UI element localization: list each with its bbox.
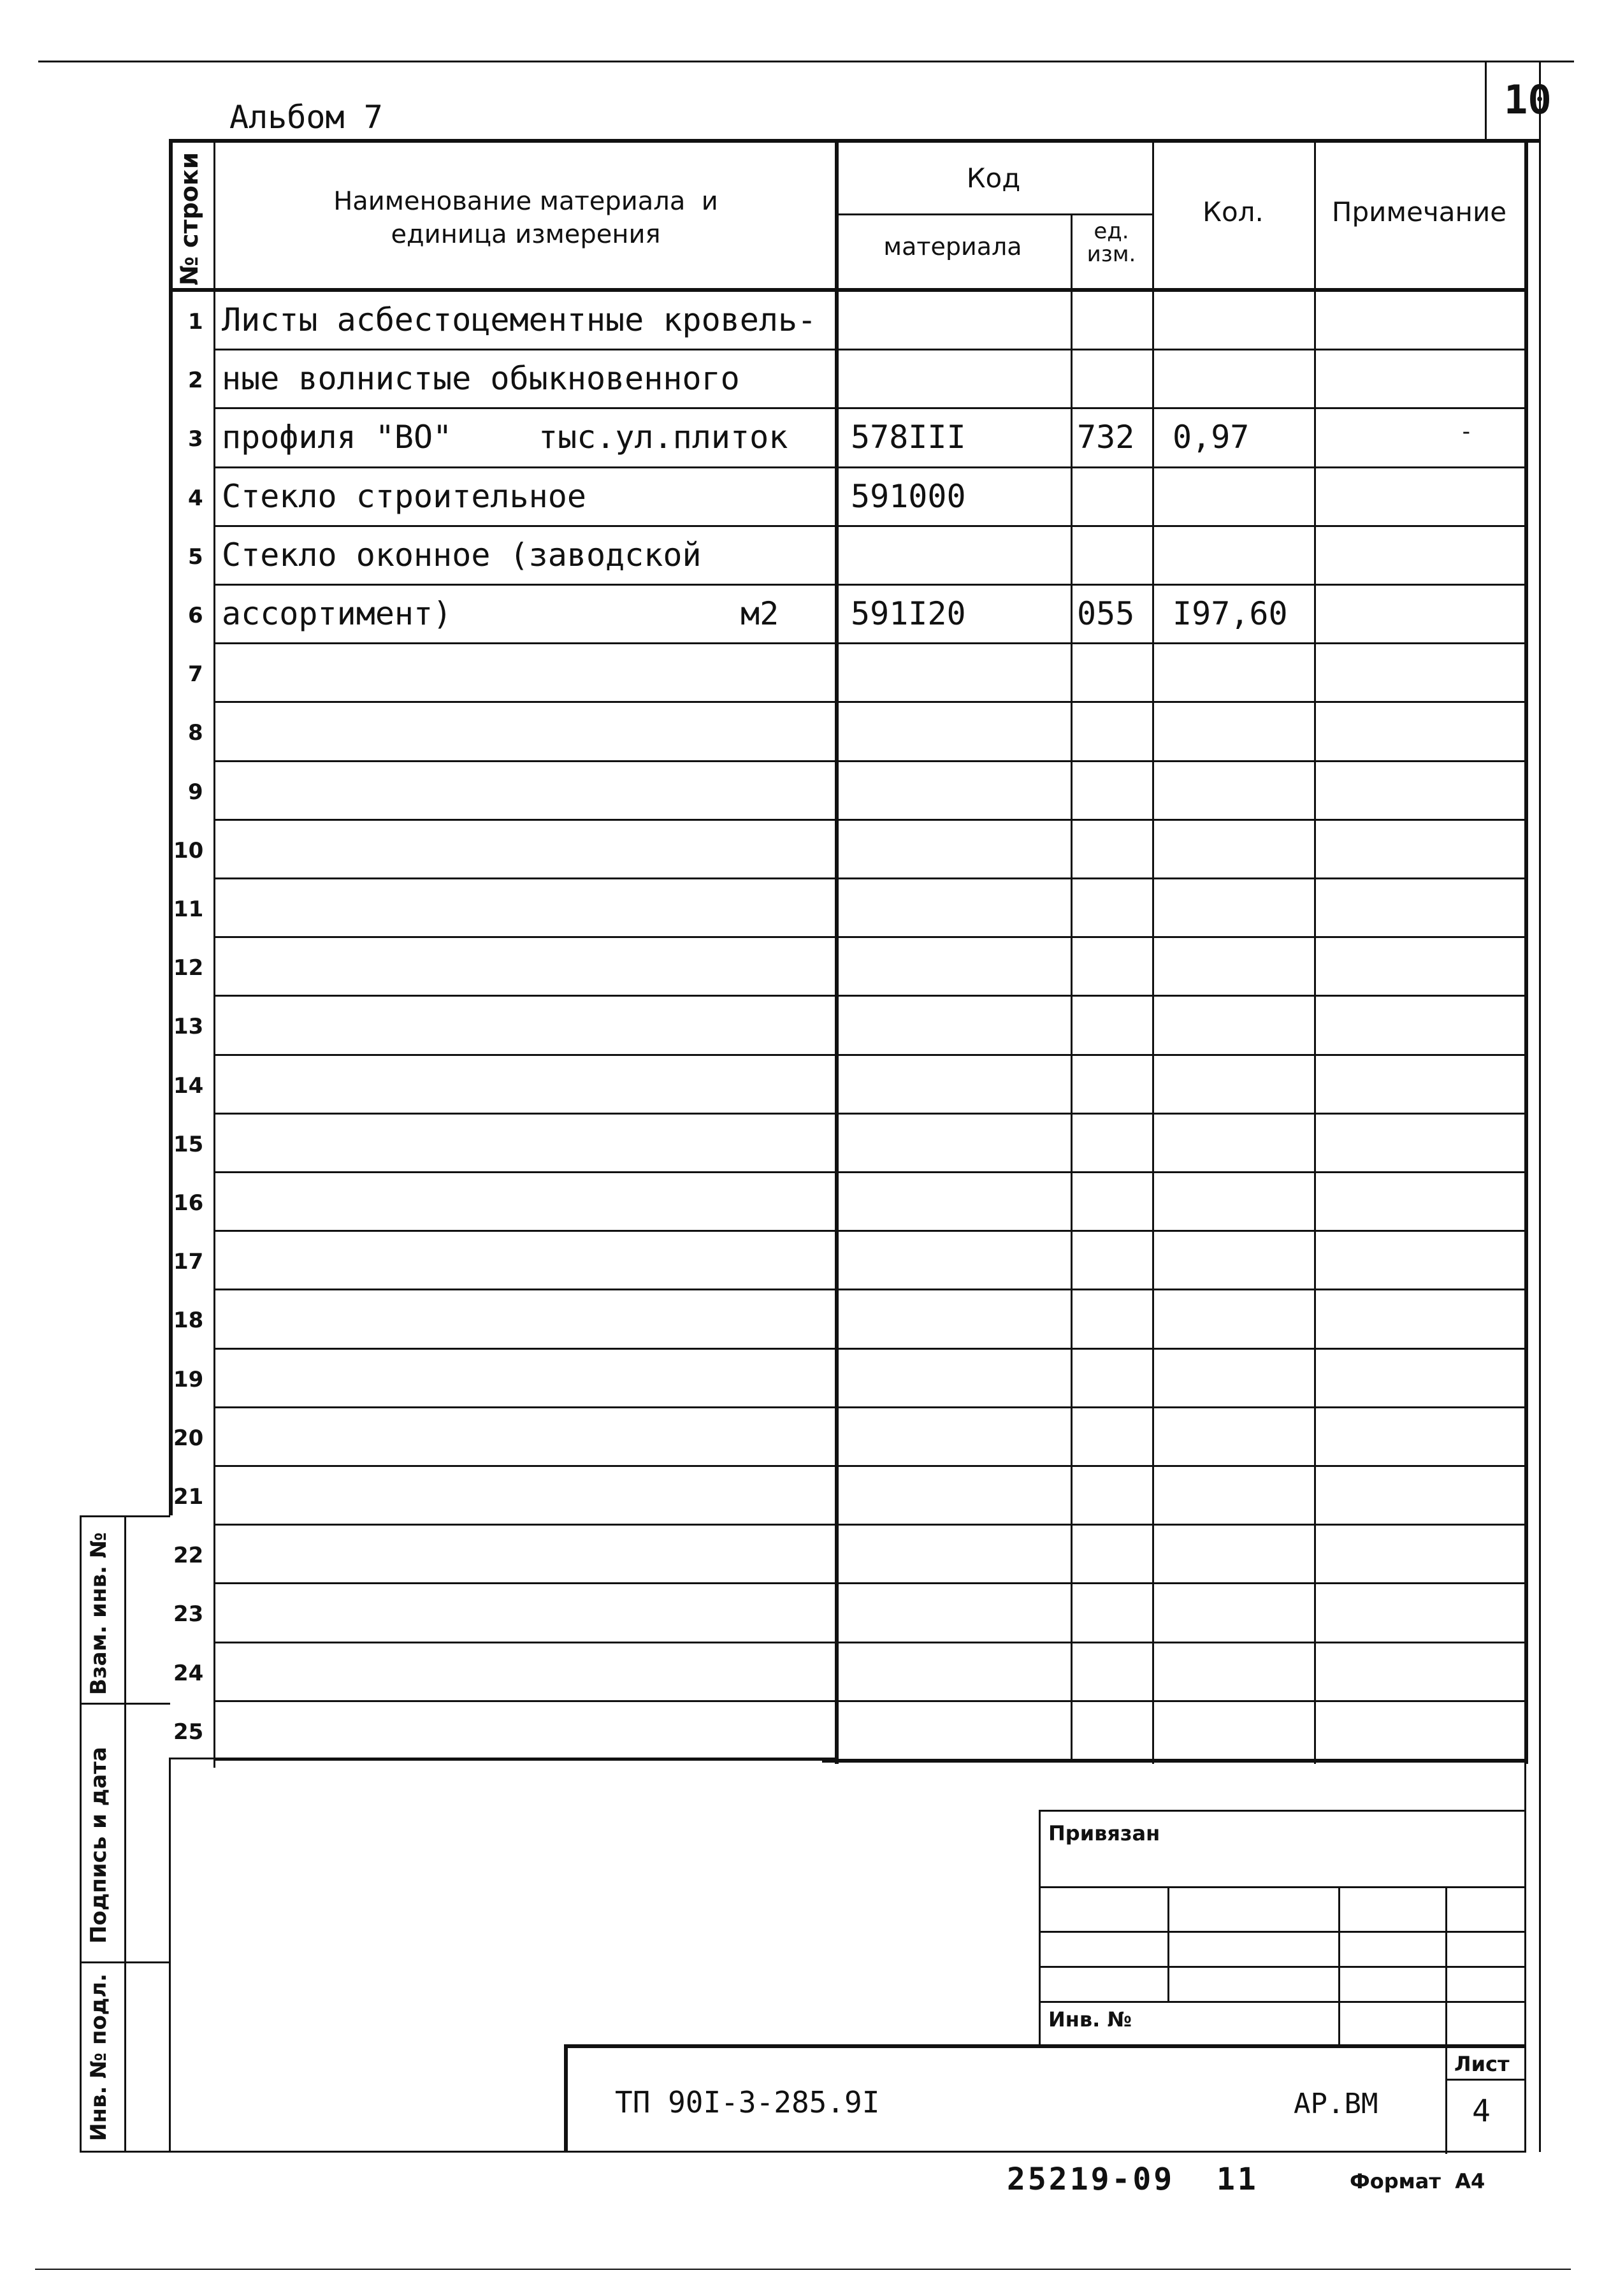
- row-rule: [835, 1230, 1526, 1232]
- row-rule: [835, 1289, 1526, 1290]
- format-label: Формат А4: [1350, 2169, 1485, 2193]
- row-rule: [835, 760, 1526, 762]
- row-name: профиля "ВО": [222, 419, 452, 456]
- row-name: Листы асбестоцементные кровель-: [222, 301, 817, 338]
- row-rule: [213, 349, 835, 350]
- row-number: 5: [188, 544, 203, 570]
- row-name: Стекло строительное: [222, 478, 586, 515]
- header-code-material: материала: [883, 233, 1022, 261]
- row25-bottom: [169, 1758, 835, 1759]
- col-sep-mat: [1071, 213, 1073, 1762]
- row-rule: [835, 1524, 1526, 1526]
- row-note: -: [1459, 419, 1473, 445]
- row-rule: [835, 466, 1526, 468]
- header-name-line: Наименование материала и единица измерения: [333, 187, 718, 249]
- privyazan-top: [1039, 1810, 1526, 1812]
- row-number: 23: [173, 1601, 204, 1627]
- row-quantity: 0,97: [1173, 419, 1250, 456]
- row-name: ассортимент): [222, 595, 452, 632]
- sheet-corner-number: 10: [1504, 76, 1552, 123]
- row-rule: [213, 1700, 835, 1702]
- row-material-code: 591000: [851, 478, 966, 515]
- row-number: 18: [173, 1308, 204, 1333]
- row-rule: [213, 877, 835, 879]
- page-bottom-rule: [80, 2151, 1526, 2153]
- row-rule: [213, 642, 835, 644]
- row-rule: [213, 936, 835, 938]
- row-number: 9: [188, 779, 203, 805]
- row-rule: [835, 1054, 1526, 1056]
- row-rule: [835, 349, 1526, 350]
- table-bottom-rule: [822, 1759, 1526, 1763]
- row-rule: [835, 1465, 1526, 1467]
- row-rule: [213, 701, 835, 703]
- header-name: [217, 185, 835, 251]
- inv-no-label: Инв. №: [1048, 2007, 1132, 2032]
- row-rule: [213, 1171, 835, 1173]
- row-unit: м2: [740, 595, 779, 632]
- order-number: 25219-09 11: [1007, 2162, 1259, 2197]
- list-number: 4: [1472, 2093, 1491, 2129]
- row-rule: [835, 525, 1526, 527]
- row-rule: [835, 1406, 1526, 1408]
- header-row-no: № строки: [175, 152, 203, 285]
- col-sep-name: [835, 139, 839, 1764]
- row-number: 8: [188, 720, 203, 746]
- side-stamp-sep1: [80, 1703, 170, 1705]
- header-bottom-rule: [169, 288, 1526, 292]
- row-unit: тыс.ул.плиток: [538, 419, 788, 456]
- privyazan-col1: [1167, 1886, 1169, 2001]
- row-number: 2: [188, 368, 203, 393]
- list-label-rule: [1445, 2079, 1526, 2081]
- row-number: 1: [188, 309, 203, 335]
- row-material-code: 591I20: [851, 595, 966, 632]
- row-unit-code: 055: [1077, 595, 1135, 632]
- row-number: 13: [173, 1014, 204, 1039]
- side-stamp-mid: [124, 1515, 126, 2153]
- header-qty: Кол.: [1203, 196, 1264, 227]
- row-number: 14: [173, 1073, 204, 1099]
- row-rule: [835, 819, 1526, 821]
- title-block-left: [564, 2044, 568, 2153]
- row-rule: [835, 1700, 1526, 1702]
- list-label: Лист: [1454, 2052, 1510, 2076]
- row-rule: [213, 1054, 835, 1056]
- privyazan-rule1: [1039, 1886, 1526, 1888]
- album-label: Альбом 7: [229, 99, 383, 136]
- corner-box-left: [1485, 62, 1487, 142]
- row-number: 10: [173, 838, 204, 863]
- row-rule: [213, 1406, 835, 1408]
- row-number: 17: [173, 1249, 204, 1274]
- row-rule: [213, 760, 835, 762]
- row-rule: [835, 701, 1526, 703]
- title-block-top: [564, 2044, 1526, 2048]
- table-top-border: [169, 139, 1539, 143]
- top-rule: [38, 61, 1574, 62]
- row-number: 4: [188, 486, 203, 511]
- row-number: 22: [173, 1543, 204, 1568]
- stamp-frame-right: [1524, 1759, 1526, 2153]
- row-rule: [835, 877, 1526, 879]
- row-rule: [835, 1348, 1526, 1350]
- row-number: 21: [173, 1484, 204, 1510]
- row-number: 6: [188, 603, 203, 628]
- row-rule: [213, 1230, 835, 1232]
- row-rule: [213, 819, 835, 821]
- col-sep-ed: [1152, 139, 1154, 1764]
- side-stamp-top: [80, 1515, 170, 1517]
- row-rule: [835, 407, 1526, 409]
- header-code-unit: ед. изм.: [1087, 219, 1136, 267]
- header-code: Код: [966, 162, 1021, 194]
- side-stamp-sep2: [80, 1961, 170, 1963]
- row-rule: [835, 1642, 1526, 1643]
- code-subheader-rule: [835, 213, 1152, 215]
- row-number: 15: [173, 1132, 204, 1157]
- row-unit-code: 732: [1077, 419, 1135, 456]
- privyazan-col3: [1445, 1886, 1447, 2154]
- privyazan-rule4: [1039, 2001, 1526, 2003]
- stamp-frame-left: [169, 1758, 171, 2153]
- col-sep-qty: [1314, 139, 1316, 1764]
- row-number: 3: [188, 426, 203, 452]
- bottom-page-rule: [35, 2269, 1571, 2270]
- row-number: 25: [173, 1719, 204, 1745]
- frame-left: [1539, 61, 1541, 2152]
- row-rule: [213, 1289, 835, 1290]
- row-rule: [213, 1465, 835, 1467]
- side-stamp-inv-podl: Инв. № подл.: [86, 1973, 112, 2141]
- row-rule: [213, 525, 835, 527]
- row-number: 11: [173, 897, 204, 922]
- privyazan-label: Привязан: [1048, 1821, 1160, 1845]
- row-rule: [213, 995, 835, 997]
- row-rule: [835, 995, 1526, 997]
- row-rule: [835, 584, 1526, 586]
- row-rule: [213, 1113, 835, 1115]
- row-number: 19: [173, 1367, 204, 1392]
- privyazan-rule3: [1039, 1966, 1526, 1968]
- row-number: 20: [173, 1426, 204, 1451]
- row-rule: [835, 1113, 1526, 1115]
- row-rule: [213, 584, 835, 586]
- row-number: 12: [173, 955, 204, 981]
- row-rule: [213, 1524, 835, 1526]
- row-number: 16: [173, 1190, 204, 1216]
- row-rule: [213, 1582, 835, 1584]
- row-rule: [213, 1642, 835, 1643]
- row-name: Стекло оконное (заводской: [222, 537, 702, 574]
- doc-code: ТП 90I-3-285.9I: [615, 2085, 880, 2119]
- side-stamp-podpis: Подпись и дата: [86, 1747, 112, 1944]
- row-material-code: 578III: [851, 419, 966, 456]
- side-stamp-left: [80, 1515, 82, 2153]
- row-rule: [213, 407, 835, 409]
- privyazan-col2: [1338, 1886, 1340, 2046]
- row-rule: [835, 1582, 1526, 1584]
- row-name: ные волнистые обыкновенного: [222, 360, 740, 397]
- row-rule: [213, 466, 835, 468]
- row-rule: [835, 936, 1526, 938]
- row-quantity: I97,60: [1173, 595, 1288, 632]
- row-rule: [213, 1348, 835, 1350]
- doc-mark: АР.ВМ: [1294, 2088, 1378, 2120]
- row-rule: [835, 1171, 1526, 1173]
- privyazan-left: [1039, 1810, 1041, 2046]
- header-note: Примечание: [1331, 196, 1507, 227]
- privyazan-rule2: [1039, 1931, 1526, 1933]
- table-right-border: [1524, 139, 1528, 1764]
- row-rule: [835, 642, 1526, 644]
- row-number: 7: [188, 661, 203, 687]
- row-number: 24: [173, 1661, 204, 1686]
- table-left-border: [169, 139, 173, 1515]
- side-stamp-vzam: Взам. инв. №: [86, 1532, 112, 1695]
